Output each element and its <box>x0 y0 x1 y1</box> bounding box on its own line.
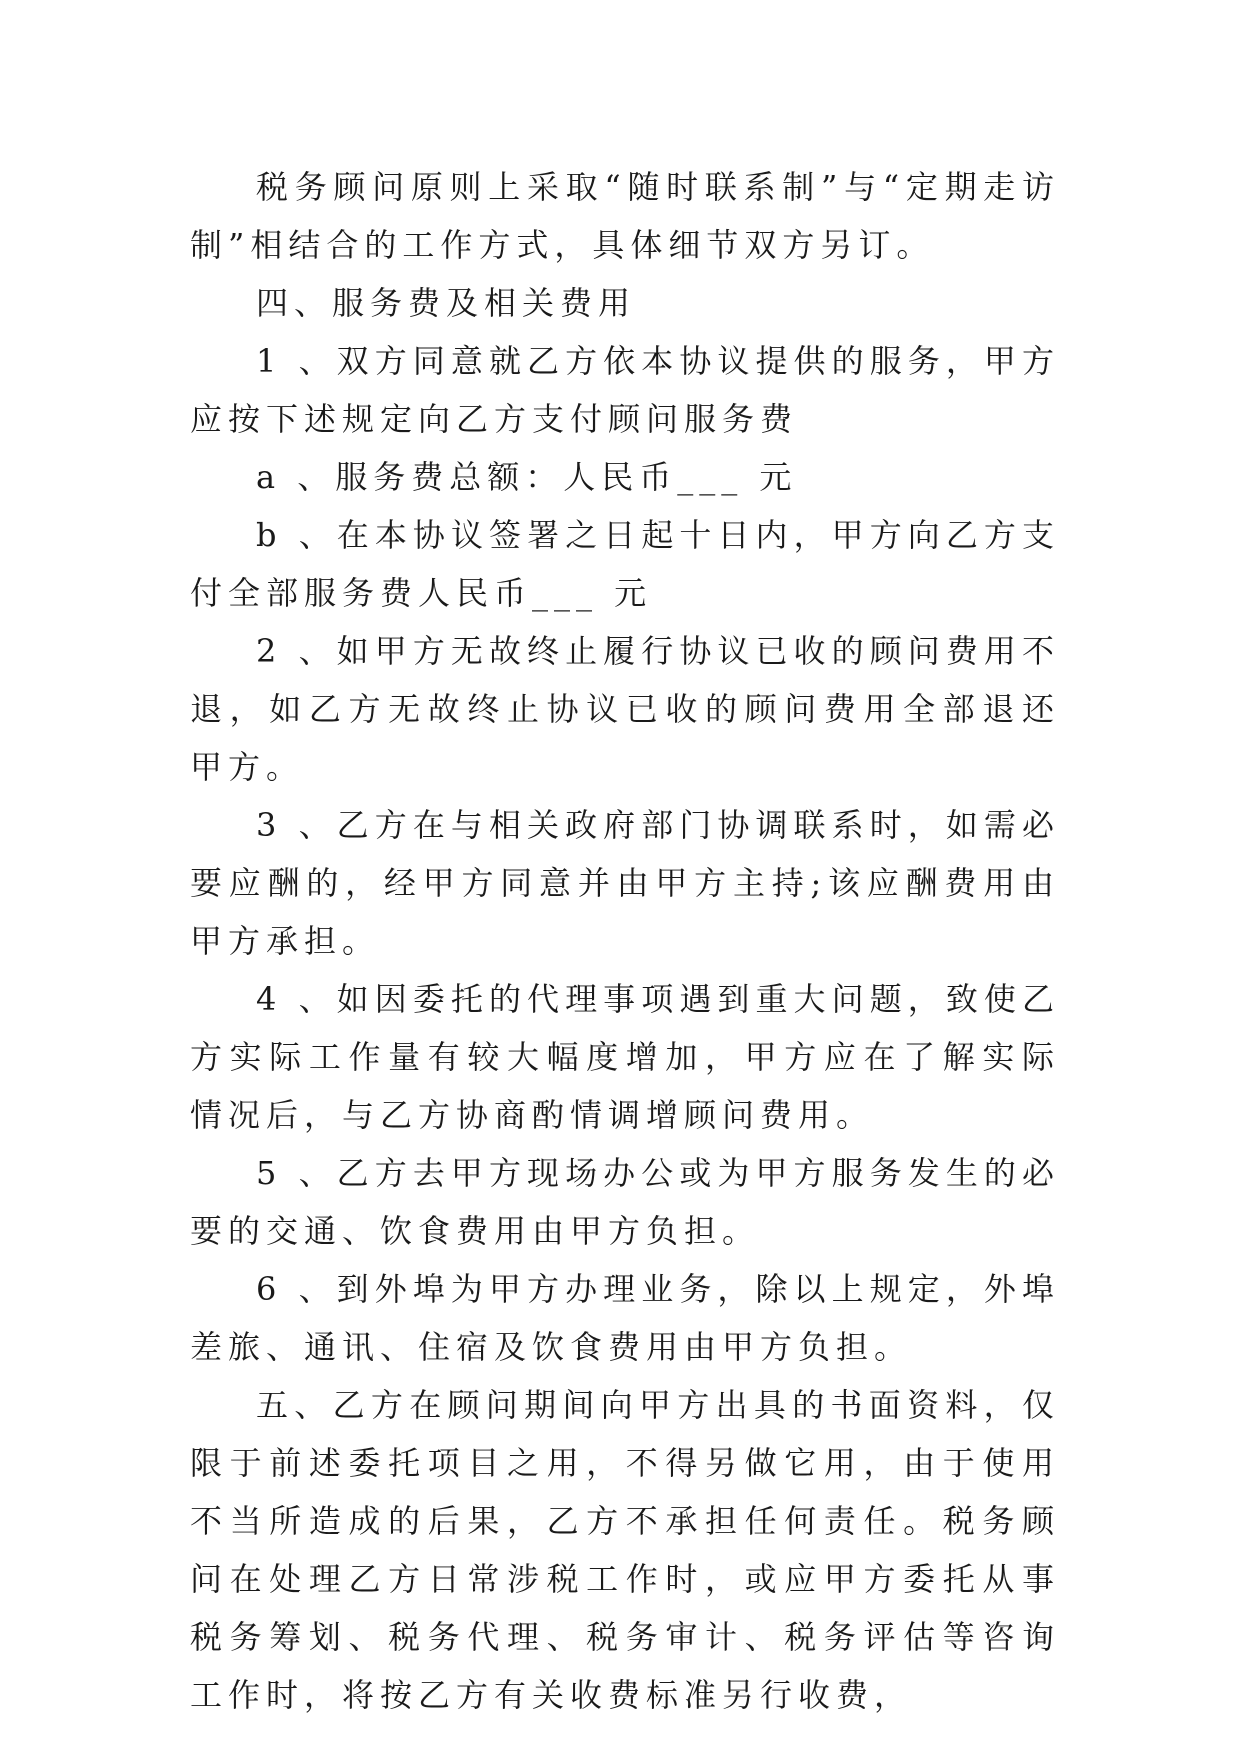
paragraph-clause-6: 6 、到外埠为甲方办理业务，除以上规定，外埠差旅、通讯、住宿及饮食费用由甲方负担。 <box>190 1270 1060 1366</box>
paragraph-clause-1b: b 、在本协议签署之日起十日内，甲方向乙方支付全部服务费人民币___ 元 <box>190 516 1060 612</box>
paragraph-work-method: 税务顾问原则上采取“随时联系制”与“定期走访制”相结合的工作方式，具体细节双方另订。 <box>190 168 1060 264</box>
document-body <box>190 158 1060 1724</box>
section-heading-service-fees: 四、服务费及相关费用 <box>256 284 637 322</box>
paragraph-clause-3: 3 、乙方在与相关政府部门协调联系时，如需必要应酬的，经甲方同意并由甲方主持;该应酬费用由甲方承担。 <box>190 806 1060 960</box>
paragraph-clause-1a: a 、服务费总额：人民币___ 元 <box>256 458 798 496</box>
paragraph-clause-4: 4 、如因委托的代理事项遇到重大问题，致使乙方实际工作量有较大幅度增加，甲方应在了解实际情况后，与乙方协商酌情调增顾问费用。 <box>190 980 1060 1134</box>
paragraph-section-5: 五、乙方在顾问期间向甲方出具的书面资料，仅限于前述委托项目之用，不得另做它用，由于使用不当所造成的后果，乙方不承担任何责任。税务顾问在处理乙方日常涉税工作时，或应甲方委托从事税务筹划、税务代理、税务审计、税务评估等咨询工作时，将按乙方有关收费标准另行收费， <box>190 1386 1060 1714</box>
paragraph-clause-5: 5 、乙方去甲方现场办公或为甲方服务发生的必要的交通、饮食费用由甲方负担。 <box>190 1154 1060 1250</box>
paragraph-clause-2: 2 、如甲方无故终止履行协议已收的顾问费用不退，如乙方无故终止协议已收的顾问费用全部退还甲方。 <box>190 632 1060 786</box>
paragraph-clause-1: 1 、双方同意就乙方依本协议提供的服务，甲方应按下述规定向乙方支付顾问服务费 <box>190 342 1060 438</box>
